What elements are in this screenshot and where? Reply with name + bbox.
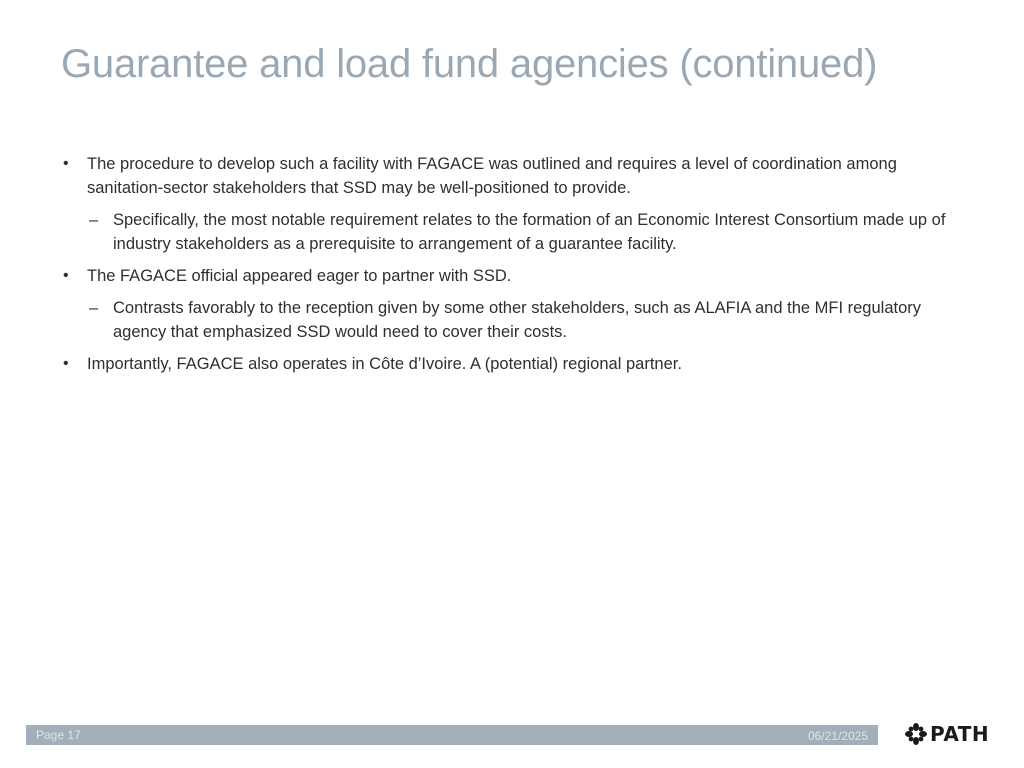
bullet-text: The procedure to develop such a facility with FAGACE was outlined and requires a level of coordination among sanitation-sector stakeholders that SSD may be well-positioned to provide. (87, 155, 897, 197)
path-logo (904, 721, 989, 747)
bullet-dot: • (63, 155, 69, 172)
footer-bar (26, 725, 878, 745)
bullet-text: The FAGACE official appeared eager to partner with SSD. (87, 267, 512, 285)
logo-text: PATH (930, 722, 990, 746)
slide-title: Guarantee and load fund agencies (continued) (61, 42, 878, 86)
sub-bullet-text: Contrasts favorably to the reception given by some other stakeholders, such as ALAFIA and the MFI regulatory agency that emphasized SSD would need to cover their costs. (113, 299, 922, 341)
footer-date: 06/21/2025 (807, 729, 868, 743)
bullet-item-2 (61, 264, 961, 288)
sub-bullet-item-2 (61, 296, 961, 344)
bullet-dot: • (63, 267, 69, 284)
bullet-item-3 (61, 352, 961, 376)
bullet-dot: • (63, 355, 69, 372)
page-number: Page 17 (36, 728, 81, 742)
sub-bullet-item-1 (61, 208, 961, 256)
bullet-item-1 (61, 152, 961, 200)
sub-bullet-dash: – (89, 299, 99, 317)
bullet-text: Importantly, FAGACE also operates in Côte d’Ivoire. A (potential) regional partner. (87, 355, 682, 373)
sub-bullet-text: Specifically, the most notable requirement relates to the formation of an Economic Interest Consortium made up of industry stakeholders as a prerequisite to arrangement of a guarantee facility. (113, 211, 946, 253)
sub-bullet-dash: – (89, 211, 99, 229)
path-flower-icon (904, 722, 928, 746)
bullet-list (61, 152, 961, 384)
